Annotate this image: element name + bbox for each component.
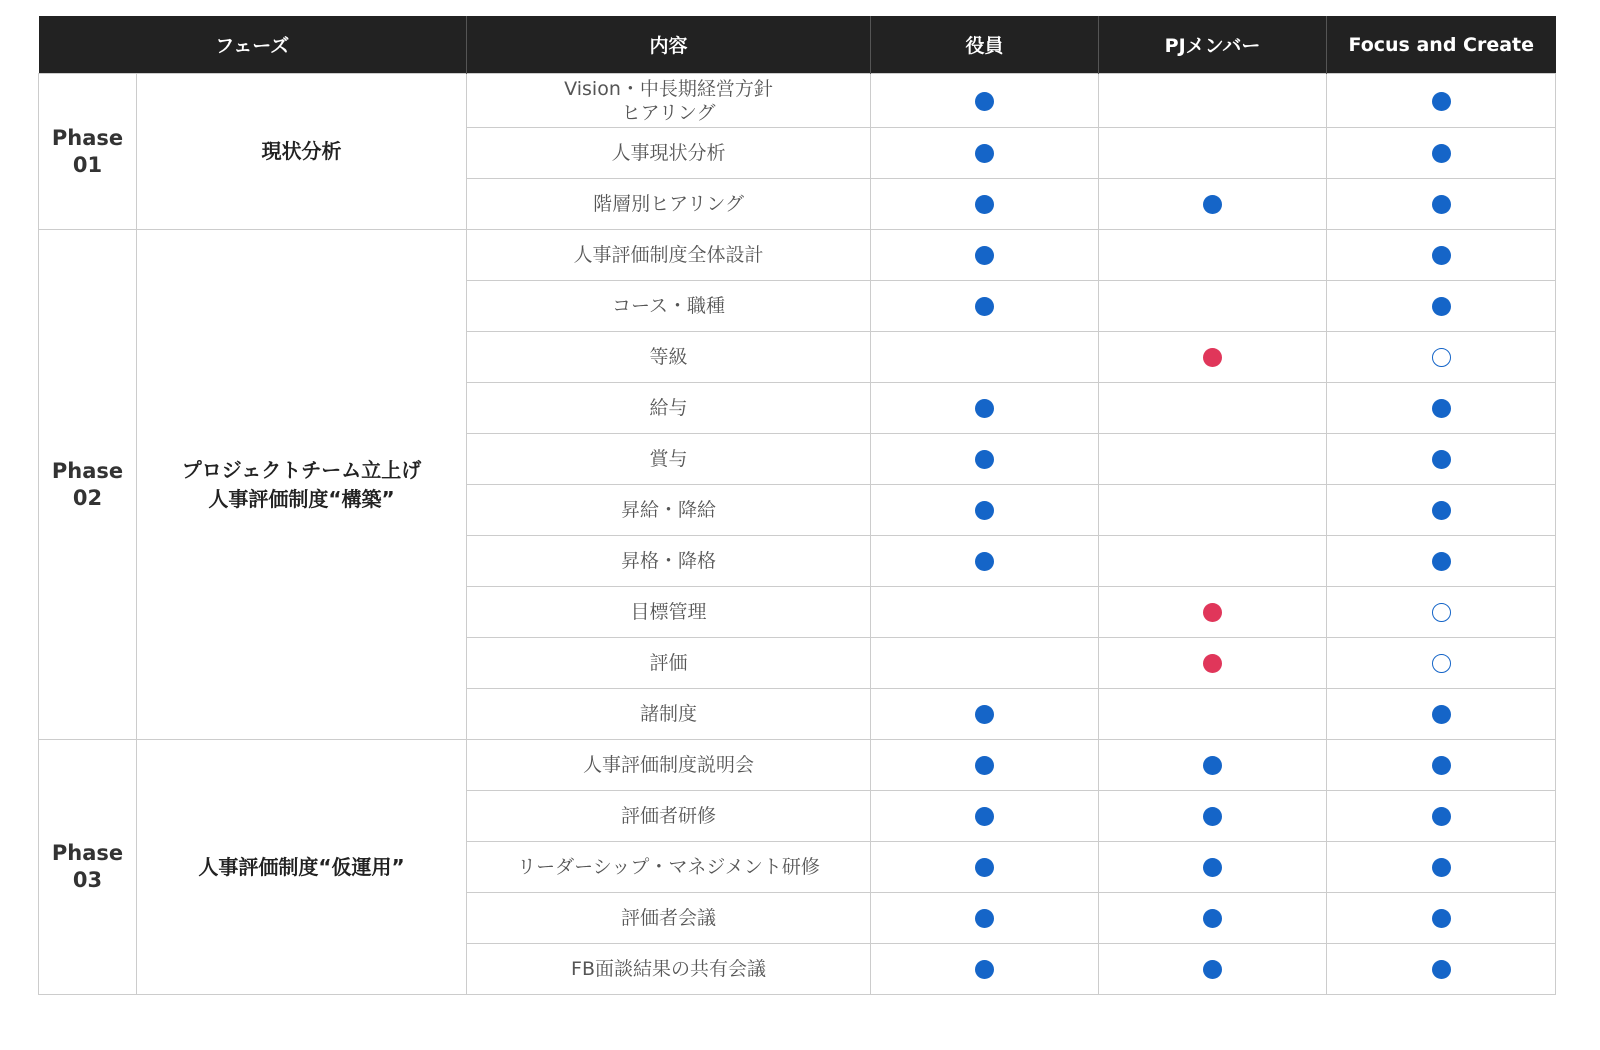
filled-dot-icon [1432, 92, 1451, 111]
phase-title [137, 230, 467, 740]
content-line1: 昇給・降給 [621, 499, 717, 521]
table-row [39, 740, 1556, 791]
phase-title-line1: プロジェクトチーム立上げ [181, 457, 422, 482]
content-cell [467, 485, 871, 536]
focus-and-create-cell [1327, 944, 1556, 995]
pj-members-cell [1099, 230, 1327, 281]
content-line1: 評価 [649, 652, 688, 674]
executives-cell [871, 434, 1099, 485]
executives-cell [871, 383, 1099, 434]
filled-dot-icon [975, 297, 994, 316]
executives-cell [871, 74, 1099, 128]
filled-dot-icon [1203, 807, 1222, 826]
pj-members-cell [1099, 587, 1327, 638]
filled-dot-icon [1432, 756, 1451, 775]
content-line2: ヒアリング [621, 101, 716, 124]
filled-dot-icon [975, 92, 994, 111]
executives-cell [871, 281, 1099, 332]
red-dot-icon [1203, 654, 1222, 673]
filled-dot-icon [1432, 858, 1451, 877]
content-line1: 給与 [649, 397, 688, 419]
content-cell [467, 383, 871, 434]
executives-cell [871, 536, 1099, 587]
filled-dot-icon [1432, 705, 1451, 724]
executives-cell [871, 587, 1099, 638]
pj-members-cell [1099, 944, 1327, 995]
header-pj-members: PJメンバー [1099, 16, 1327, 74]
content-cell [467, 74, 871, 128]
filled-dot-icon [975, 807, 994, 826]
pj-members-cell [1099, 128, 1327, 179]
phase-label-line2: 03 [72, 868, 103, 892]
filled-dot-icon [975, 705, 994, 724]
pj-members-cell [1099, 689, 1327, 740]
phase-title-line1: 現状分析 [261, 139, 342, 163]
filled-dot-icon [1203, 195, 1222, 214]
pj-members-cell [1099, 332, 1327, 383]
content-cell [467, 893, 871, 944]
focus-and-create-cell [1327, 791, 1556, 842]
phase-label-line1: Phase [51, 125, 124, 150]
focus-and-create-cell [1327, 587, 1556, 638]
focus-and-create-cell [1327, 332, 1556, 383]
content-line1: リーダーシップ・マネジメント研修 [517, 856, 820, 878]
pj-members-cell [1099, 383, 1327, 434]
phase-title-line2: 人事評価制度“構築” [208, 486, 395, 511]
pj-members-cell [1099, 842, 1327, 893]
filled-dot-icon [1203, 909, 1222, 928]
filled-dot-icon [1432, 960, 1451, 979]
pj-members-cell [1099, 536, 1327, 587]
content-cell [467, 740, 871, 791]
content-cell [467, 230, 871, 281]
executives-cell [871, 128, 1099, 179]
focus-and-create-cell [1327, 383, 1556, 434]
filled-dot-icon [1432, 195, 1451, 214]
filled-dot-icon [1432, 399, 1451, 418]
focus-and-create-cell [1327, 281, 1556, 332]
content-cell [467, 128, 871, 179]
content-cell [467, 638, 871, 689]
focus-and-create-cell [1327, 128, 1556, 179]
filled-dot-icon [975, 246, 994, 265]
content-line1: 階層別ヒアリング [593, 193, 744, 215]
phase-label-line2: 02 [72, 485, 103, 510]
header-content: 内容 [467, 16, 871, 74]
content-line1: 目標管理 [630, 601, 707, 623]
content-cell [467, 536, 871, 587]
content-cell [467, 587, 871, 638]
content-cell [467, 944, 871, 995]
pj-members-cell [1099, 485, 1327, 536]
content-line1: 諸制度 [640, 703, 698, 725]
pj-members-cell [1099, 740, 1327, 791]
content-line1: 人事評価制度説明会 [583, 754, 755, 776]
focus-and-create-cell [1327, 893, 1556, 944]
filled-dot-icon [1432, 501, 1451, 520]
content-line1: 評価者研修 [621, 805, 717, 827]
focus-and-create-cell [1327, 536, 1556, 587]
pj-members-cell [1099, 179, 1327, 230]
focus-and-create-cell [1327, 74, 1556, 128]
table-row [39, 230, 1556, 281]
filled-dot-icon [1432, 297, 1451, 316]
phase-label [39, 230, 137, 740]
executives-cell [871, 740, 1099, 791]
phase-title-line1: 人事評価制度“仮運用” [198, 854, 405, 879]
filled-dot-icon [975, 960, 994, 979]
content-line1: 評価者会議 [621, 907, 717, 929]
executives-cell [871, 893, 1099, 944]
filled-dot-icon [975, 756, 994, 775]
content-line1: Vision・中長期経営方針 [564, 77, 773, 100]
filled-dot-icon [975, 552, 994, 571]
filled-dot-icon [1432, 552, 1451, 571]
executives-cell [871, 842, 1099, 893]
executives-cell [871, 179, 1099, 230]
header-phase: フェーズ [39, 16, 467, 74]
content-cell [467, 791, 871, 842]
focus-and-create-cell [1327, 842, 1556, 893]
filled-dot-icon [975, 909, 994, 928]
phase-title [137, 74, 467, 230]
focus-and-create-cell [1327, 179, 1556, 230]
phase-label-line1: Phase [51, 458, 124, 483]
focus-and-create-cell [1327, 638, 1556, 689]
filled-dot-icon [1432, 807, 1451, 826]
content-line1: 人事評価制度全体設計 [573, 244, 764, 266]
table-row [39, 74, 1556, 128]
content-line1: コース・職種 [611, 295, 726, 317]
pj-members-cell [1099, 74, 1327, 128]
phase-responsibility-table [38, 16, 1556, 995]
open-circle-icon [1432, 603, 1451, 622]
open-circle-icon [1432, 654, 1451, 673]
executives-cell [871, 944, 1099, 995]
content-cell [467, 842, 871, 893]
content-line1: 等級 [649, 346, 688, 368]
focus-and-create-cell [1327, 434, 1556, 485]
header-focus-and-create: Focus and Create [1327, 16, 1556, 74]
content-line1: 賞与 [649, 448, 688, 470]
red-dot-icon [1203, 603, 1222, 622]
table-header-row [39, 16, 1556, 74]
pj-members-cell [1099, 638, 1327, 689]
phase-label-line1: Phase [51, 841, 124, 865]
filled-dot-icon [1432, 450, 1451, 469]
executives-cell [871, 230, 1099, 281]
pj-members-cell [1099, 791, 1327, 842]
filled-dot-icon [975, 399, 994, 418]
phase-label [39, 74, 137, 230]
filled-dot-icon [1432, 909, 1451, 928]
filled-dot-icon [1203, 858, 1222, 877]
filled-dot-icon [975, 144, 994, 163]
filled-dot-icon [975, 450, 994, 469]
executives-cell [871, 332, 1099, 383]
executives-cell [871, 791, 1099, 842]
filled-dot-icon [1432, 144, 1451, 163]
filled-dot-icon [975, 501, 994, 520]
content-cell [467, 434, 871, 485]
open-circle-icon [1432, 348, 1451, 367]
filled-dot-icon [975, 195, 994, 214]
filled-dot-icon [975, 858, 994, 877]
executives-cell [871, 689, 1099, 740]
phase-label [39, 740, 137, 995]
executives-cell [871, 485, 1099, 536]
pj-members-cell [1099, 434, 1327, 485]
red-dot-icon [1203, 348, 1222, 367]
focus-and-create-cell [1327, 485, 1556, 536]
filled-dot-icon [1203, 960, 1222, 979]
content-line1: 人事現状分析 [611, 142, 726, 164]
executives-cell [871, 638, 1099, 689]
focus-and-create-cell [1327, 740, 1556, 791]
content-cell [467, 281, 871, 332]
content-line1: FB面談結果の共有会議 [571, 958, 766, 980]
pj-members-cell [1099, 281, 1327, 332]
content-line1: 昇格・降格 [621, 550, 717, 572]
filled-dot-icon [1203, 756, 1222, 775]
content-cell [467, 179, 871, 230]
filled-dot-icon [1432, 246, 1451, 265]
phase-label-line2: 01 [72, 152, 103, 177]
content-cell [467, 332, 871, 383]
focus-and-create-cell [1327, 689, 1556, 740]
focus-and-create-cell [1327, 230, 1556, 281]
header-executives: 役員 [871, 16, 1099, 74]
pj-members-cell [1099, 893, 1327, 944]
phase-title [137, 740, 467, 995]
content-cell [467, 689, 871, 740]
